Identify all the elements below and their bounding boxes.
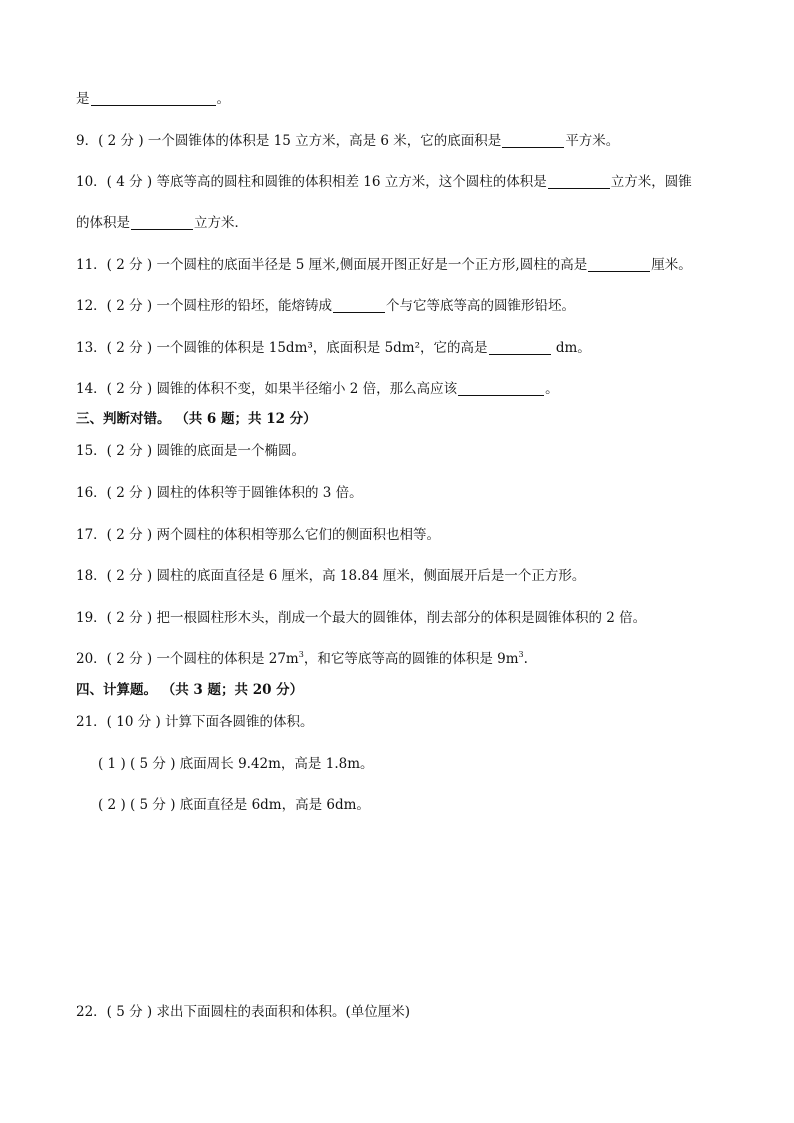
answer-blank[interactable]: [91, 91, 216, 106]
question-11: [76, 256, 692, 274]
question-18: 18．( 2 分 ) 圆柱的底面直径是 6 厘米，高 18.84 厘米，侧面展开后是一个正方形。: [76, 568, 586, 584]
question-text-end: 厘米。: [651, 257, 692, 273]
question-text-end: dm。: [551, 340, 591, 356]
answer-blank[interactable]: [502, 133, 564, 148]
answer-blank[interactable]: [131, 215, 193, 230]
question-12: [76, 297, 575, 315]
question-22: 22．( 5 分 ) 求出下面圆柱的表面积和体积。(单位厘米): [76, 1004, 410, 1020]
answer-blank[interactable]: [458, 381, 544, 396]
question-text-end: 立方米，圆锥: [610, 174, 692, 190]
question-10: [76, 173, 692, 191]
superscript: 3: [518, 649, 524, 659]
section-3-heading: 三、判断对错。 （共 6 题；共 12 分）: [76, 411, 317, 427]
q8-tail-text: 是: [76, 91, 90, 107]
question-20: [76, 650, 528, 668]
question-text: 13．( 2 分 ) 一个圆锥的体积是 15dm³，底面积是 5dm²，它的高是: [76, 340, 488, 356]
question-text: 10．( 4 分 ) 等底等高的圆柱和圆锥的体积相差 16 立方米，这个圆柱的体积是: [76, 174, 547, 190]
question-16: 16．( 2 分 ) 圆柱的体积等于圆锥体积的 3 倍。: [76, 485, 363, 501]
question-text: 12．( 2 分 ) 一个圆柱形的铅坯，能熔铸成: [76, 298, 332, 314]
question-21: 21．( 10 分 ) 计算下面各圆锥的体积。: [76, 714, 314, 730]
question-14: [76, 380, 559, 398]
question-9: [76, 132, 619, 150]
question-21-part-2: ( 2 ) ( 5 分 ) 底面直径是 6dm，高是 6dm。: [98, 797, 370, 813]
question-text-end: 平方米。: [565, 133, 620, 149]
question-text: 9．( 2 分 ) 一个圆锥体的体积是 15 立方米，高是 6 米，它的底面积是: [76, 133, 502, 149]
question-text-end: 。: [545, 381, 559, 397]
answer-blank[interactable]: [588, 257, 650, 272]
question-19: 19．( 2 分 ) 把一根圆柱形木头，削成一个最大的圆锥体，削去部分的体积是圆锥体积的 2 倍。: [76, 610, 647, 626]
q8-tail: [76, 90, 230, 108]
question-text: 14．( 2 分 ) 圆锥的体积不变，如果半径缩小 2 倍，那么高应该: [76, 381, 458, 397]
question-text-end: 立方米．: [194, 215, 248, 231]
q8-tail-end: 。: [216, 91, 230, 107]
question-text: 20．( 2 分 ) 一个圆柱的体积是 27m: [76, 651, 299, 667]
superscript: 3: [298, 649, 304, 659]
answer-blank[interactable]: [333, 298, 385, 313]
question-21-part-1: ( 1 ) ( 5 分 ) 底面周长 9.42m，高是 1.8m。: [98, 756, 374, 772]
question-text-mid: ，和它等底等高的圆锥的体积是 9m: [303, 651, 519, 667]
question-text-end: 个与它等底等高的圆锥形铅坯。: [385, 298, 575, 314]
question-text: 的体积是: [76, 215, 130, 231]
answer-blank[interactable]: [548, 174, 610, 189]
question-text-end: .: [523, 651, 528, 667]
question-13: [76, 339, 591, 357]
question-15: 15．( 2 分 ) 圆锥的底面是一个椭圆。: [76, 443, 305, 459]
question-17: 17．( 2 分 ) 两个圆柱的体积相等那么它们的侧面积也相等。: [76, 527, 440, 543]
section-4-heading: 四、计算题。 （共 3 题；共 20 分）: [76, 682, 304, 698]
question-10-line2: [76, 214, 248, 232]
question-text: 11．( 2 分 ) 一个圆柱的底面半径是 5 厘米,侧面展开图正好是一个正方形,圆柱的高是: [76, 257, 588, 273]
answer-blank[interactable]: [489, 340, 551, 355]
